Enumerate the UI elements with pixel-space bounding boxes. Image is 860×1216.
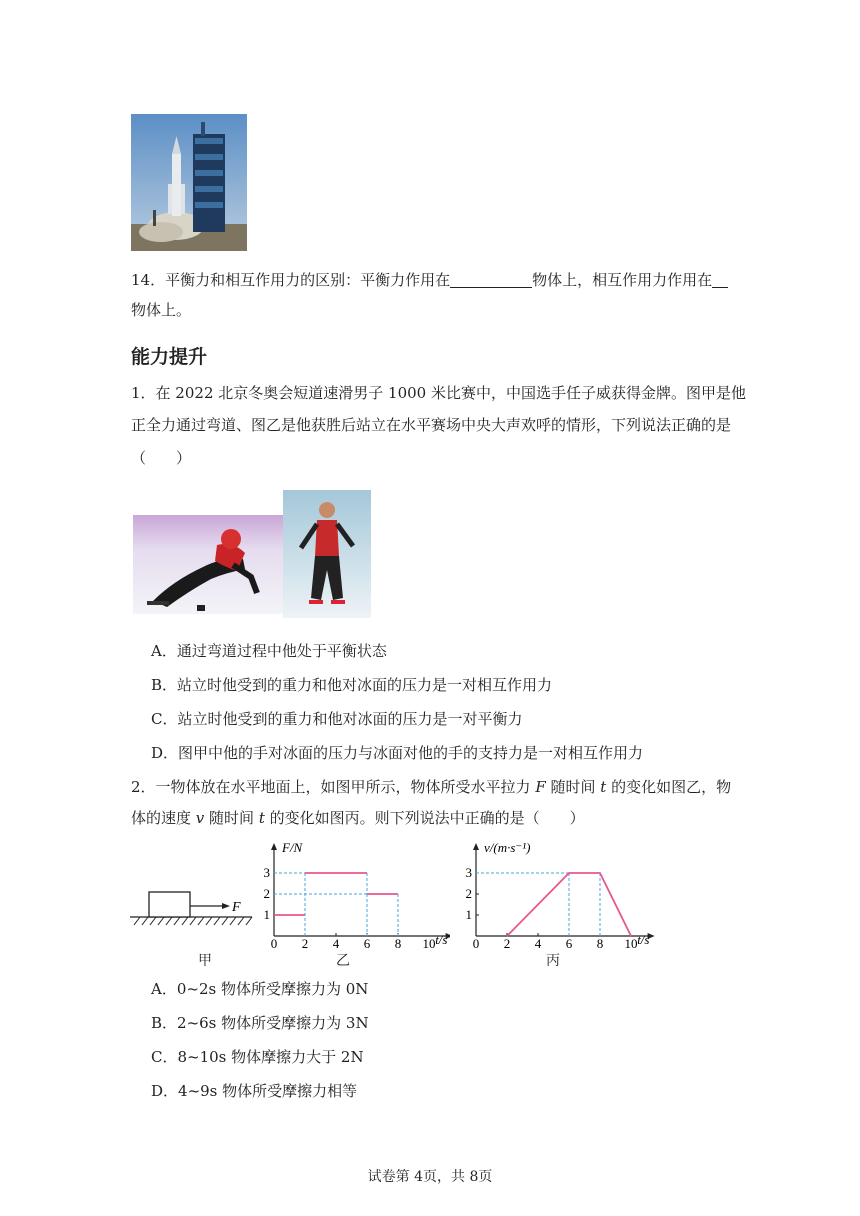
caption-bing: 丙	[546, 953, 560, 969]
question-text: 的变化如图丙。则下列说法中正确的是（ ）	[264, 809, 585, 827]
figure-jia	[128, 880, 258, 930]
chart-force-time	[260, 838, 450, 950]
y-tick-label: 2	[263, 886, 270, 901]
question-text: 物体上，相互作用力作用在	[532, 271, 713, 289]
question-14-line-2: 物体上。	[131, 301, 192, 319]
rocket-photo	[131, 114, 247, 251]
y-tick-label: 1	[465, 907, 472, 922]
x-tick-label: 0	[472, 936, 480, 950]
x-axis-label: t/s	[637, 932, 650, 947]
y-tick-label: 1	[263, 907, 270, 922]
q2-option-c[interactable]: C．8~10s 物体摩擦力大于 2N	[151, 1048, 364, 1066]
x-tick-label: 8	[596, 936, 604, 950]
q1-option-d[interactable]: D．图甲中他的手对冰面的压力与冰面对他的手的支持力是一对相互作用力	[151, 744, 644, 762]
y-tick-label: 3	[465, 865, 472, 880]
x-tick-label: 6	[565, 936, 573, 950]
section-title: 能力提升	[131, 346, 208, 368]
skater-photo-yi	[283, 490, 371, 618]
question-14-line-1	[131, 269, 728, 291]
y-axis-arrow-icon	[271, 843, 277, 850]
variable-t: t	[600, 778, 607, 796]
x-tick-label: 0	[270, 936, 278, 950]
q1-option-b[interactable]: B．站立时他受到的重力和他对冰面的压力是一对相互作用力	[151, 676, 553, 694]
page-footer: 试卷第 4页，共 8页	[367, 1169, 493, 1185]
chart-velocity-time	[462, 838, 662, 950]
answer-blank-1	[450, 271, 532, 288]
question-text: 随时间	[545, 778, 601, 796]
force-arrow-icon	[222, 903, 230, 909]
skater-photo-jia	[133, 515, 283, 614]
question-1-line-1: 1．在 2022 北京冬奥会短道速滑男子 1000 米比赛中，中国选手任子威获得金牌。图甲是他	[131, 384, 746, 402]
x-tick-label: 8	[394, 936, 402, 950]
y-tick-label: 3	[263, 865, 270, 880]
x-tick-label: 6	[363, 936, 371, 950]
force-label: F	[232, 900, 241, 915]
caption-jia: 甲	[198, 953, 212, 969]
x-tick-label: 2	[503, 936, 511, 950]
question-2-line-1	[131, 776, 731, 798]
question-1-line-2: 正全力通过弯道、图乙是他获胜后站立在水平赛场中央大声欢呼的情形，下列说法正确的是	[131, 416, 732, 434]
question-1-line-3: （ ）	[131, 449, 192, 467]
x-tick-label: 4	[534, 936, 542, 950]
q2-option-d[interactable]: D．4~9s 物体所受摩擦力相等	[151, 1082, 358, 1100]
y-tick-label: 2	[465, 886, 472, 901]
y-axis-arrow-icon	[473, 843, 479, 850]
caption-yi: 乙	[336, 953, 350, 969]
question-text: 的变化如图乙，物	[606, 778, 732, 796]
question-text: 体的速度	[131, 809, 196, 827]
x-tick-label: 4	[332, 936, 340, 950]
variable-f: F	[535, 778, 546, 796]
block	[149, 892, 190, 917]
q2-option-b[interactable]: B．2~6s 物体所受摩擦力为 3N	[151, 1014, 369, 1032]
question-number: 14．	[131, 271, 166, 289]
q1-option-a[interactable]: A．通过弯道过程中他处于平衡状态	[151, 642, 387, 660]
answer-blank-2	[712, 271, 728, 288]
question-text: 平衡力和相互作用力的区别：平衡力作用在	[165, 271, 451, 289]
x-axis-label: t/s	[435, 932, 448, 947]
question-2-line-2	[131, 807, 585, 829]
x-tick-label: 10	[422, 936, 436, 950]
q1-option-c[interactable]: C．站立时他受到的重力和他对冰面的压力是一对平衡力	[151, 710, 523, 728]
variable-t: t	[258, 809, 265, 827]
question-text: 随时间	[204, 809, 259, 827]
question-text: 2．一物体放在水平地面上，如图甲所示，物体所受水平拉力	[131, 778, 536, 796]
q2-option-a[interactable]: A．0~2s 物体所受摩擦力为 0N	[151, 980, 369, 998]
ground-hatching	[134, 917, 252, 925]
x-tick-label: 10	[624, 936, 638, 950]
variable-v: v	[195, 809, 205, 827]
y-axis-label: F/N	[282, 840, 303, 855]
x-tick-label: 2	[301, 936, 309, 950]
y-axis-label: v/(m·s⁻¹)	[484, 840, 531, 855]
